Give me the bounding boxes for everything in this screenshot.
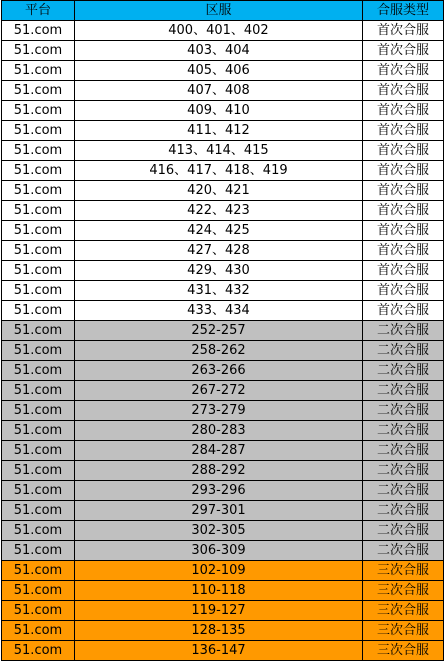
platform-cell: 51.com [2,61,75,81]
platform-cell: 51.com [2,141,75,161]
table-row [2,241,444,261]
platform-cell: 51.com [2,521,75,541]
table-row [2,21,444,41]
platform-cell: 51.com [2,401,75,421]
table-row [2,621,444,641]
merge-type-cell: 首次合服 [363,61,444,81]
zone-cell: 420、421 [75,181,363,201]
merge-type-cell: 首次合服 [363,261,444,281]
table-row [2,421,444,441]
platform-cell: 51.com [2,101,75,121]
merge-type-cell: 首次合服 [363,201,444,221]
merge-type-cell: 三次合服 [363,601,444,621]
merge-type-cell: 首次合服 [363,221,444,241]
merge-server-table [1,0,444,661]
table-row [2,41,444,61]
table-row [2,221,444,241]
zone-cell: 416、417、418、419 [75,161,363,181]
zone-cell: 102-109 [75,561,363,581]
table-row [2,121,444,141]
zone-cell: 136-147 [75,641,363,661]
merge-type-cell: 二次合服 [363,421,444,441]
platform-cell: 51.com [2,461,75,481]
zone-cell: 407、408 [75,81,363,101]
platform-cell: 51.com [2,621,75,641]
zone-cell: 427、428 [75,241,363,261]
merge-type-cell: 首次合服 [363,301,444,321]
table-row [2,581,444,601]
merge-type-cell: 二次合服 [363,441,444,461]
zone-cell: 400、401、402 [75,21,363,41]
platform-cell: 51.com [2,321,75,341]
table-row [2,521,444,541]
table-row [2,181,444,201]
zone-cell: 413、414、415 [75,141,363,161]
table-row [2,601,444,621]
merge-type-cell: 二次合服 [363,361,444,381]
table-row [2,141,444,161]
table-row [2,641,444,661]
zone-cell: 252-257 [75,321,363,341]
merge-type-cell: 首次合服 [363,241,444,261]
platform-cell: 51.com [2,421,75,441]
table-row [2,401,444,421]
table-row [2,201,444,221]
merge-type-cell: 三次合服 [363,641,444,661]
platform-cell: 51.com [2,281,75,301]
zone-cell: 119-127 [75,601,363,621]
merge-type-cell: 首次合服 [363,121,444,141]
merge-type-cell: 三次合服 [363,581,444,601]
platform-cell: 51.com [2,81,75,101]
platform-cell: 51.com [2,481,75,501]
platform-cell: 51.com [2,541,75,561]
platform-cell: 51.com [2,501,75,521]
merge-type-cell: 二次合服 [363,461,444,481]
zone-cell: 431、432 [75,281,363,301]
table-row [2,481,444,501]
table-row [2,561,444,581]
table-row [2,501,444,521]
table-row [2,461,444,481]
zone-cell: 302-305 [75,521,363,541]
merge-type-cell: 首次合服 [363,161,444,181]
platform-cell: 51.com [2,641,75,661]
merge-type-cell: 首次合服 [363,141,444,161]
header-merge-type: 合服类型 [363,1,444,21]
table-row [2,61,444,81]
zone-cell: 422、423 [75,201,363,221]
table-row [2,301,444,321]
merge-type-cell: 首次合服 [363,181,444,201]
zone-cell: 429、430 [75,261,363,281]
merge-type-cell: 二次合服 [363,521,444,541]
platform-cell: 51.com [2,561,75,581]
zone-cell: 405、406 [75,61,363,81]
platform-cell: 51.com [2,381,75,401]
merge-type-cell: 首次合服 [363,101,444,121]
platform-cell: 51.com [2,181,75,201]
header-platform: 平台 [2,1,75,21]
table-row [2,281,444,301]
table-row [2,541,444,561]
table-header-row [2,1,444,21]
merge-type-cell: 二次合服 [363,341,444,361]
zone-cell: 280-283 [75,421,363,441]
table-row [2,161,444,181]
merge-type-cell: 二次合服 [363,501,444,521]
merge-type-cell: 首次合服 [363,81,444,101]
zone-cell: 297-301 [75,501,363,521]
table-body [2,21,444,661]
zone-cell: 284-287 [75,441,363,461]
merge-type-cell: 二次合服 [363,541,444,561]
zone-cell: 433、434 [75,301,363,321]
platform-cell: 51.com [2,581,75,601]
zone-cell: 128-135 [75,621,363,641]
platform-cell: 51.com [2,441,75,461]
platform-cell: 51.com [2,341,75,361]
header-zone: 区服 [75,1,363,21]
merge-type-cell: 二次合服 [363,321,444,341]
platform-cell: 51.com [2,261,75,281]
merge-type-cell: 二次合服 [363,401,444,421]
zone-cell: 110-118 [75,581,363,601]
platform-cell: 51.com [2,221,75,241]
zone-cell: 424、425 [75,221,363,241]
table-row [2,321,444,341]
platform-cell: 51.com [2,121,75,141]
zone-cell: 403、404 [75,41,363,61]
merge-type-cell: 首次合服 [363,41,444,61]
merge-type-cell: 二次合服 [363,381,444,401]
table-row [2,381,444,401]
platform-cell: 51.com [2,161,75,181]
zone-cell: 258-262 [75,341,363,361]
table-row [2,441,444,461]
platform-cell: 51.com [2,241,75,261]
platform-cell: 51.com [2,201,75,221]
merge-type-cell: 三次合服 [363,561,444,581]
merge-type-cell: 二次合服 [363,481,444,501]
zone-cell: 288-292 [75,461,363,481]
zone-cell: 267-272 [75,381,363,401]
zone-cell: 306-309 [75,541,363,561]
platform-cell: 51.com [2,361,75,381]
platform-cell: 51.com [2,601,75,621]
zone-cell: 411、412 [75,121,363,141]
zone-cell: 273-279 [75,401,363,421]
merge-type-cell: 三次合服 [363,621,444,641]
zone-cell: 293-296 [75,481,363,501]
table-row [2,341,444,361]
platform-cell: 51.com [2,301,75,321]
zone-cell: 263-266 [75,361,363,381]
table-row [2,101,444,121]
table-row [2,361,444,381]
platform-cell: 51.com [2,41,75,61]
table-row [2,81,444,101]
merge-type-cell: 首次合服 [363,21,444,41]
platform-cell: 51.com [2,21,75,41]
table-row [2,261,444,281]
zone-cell: 409、410 [75,101,363,121]
merge-type-cell: 首次合服 [363,281,444,301]
